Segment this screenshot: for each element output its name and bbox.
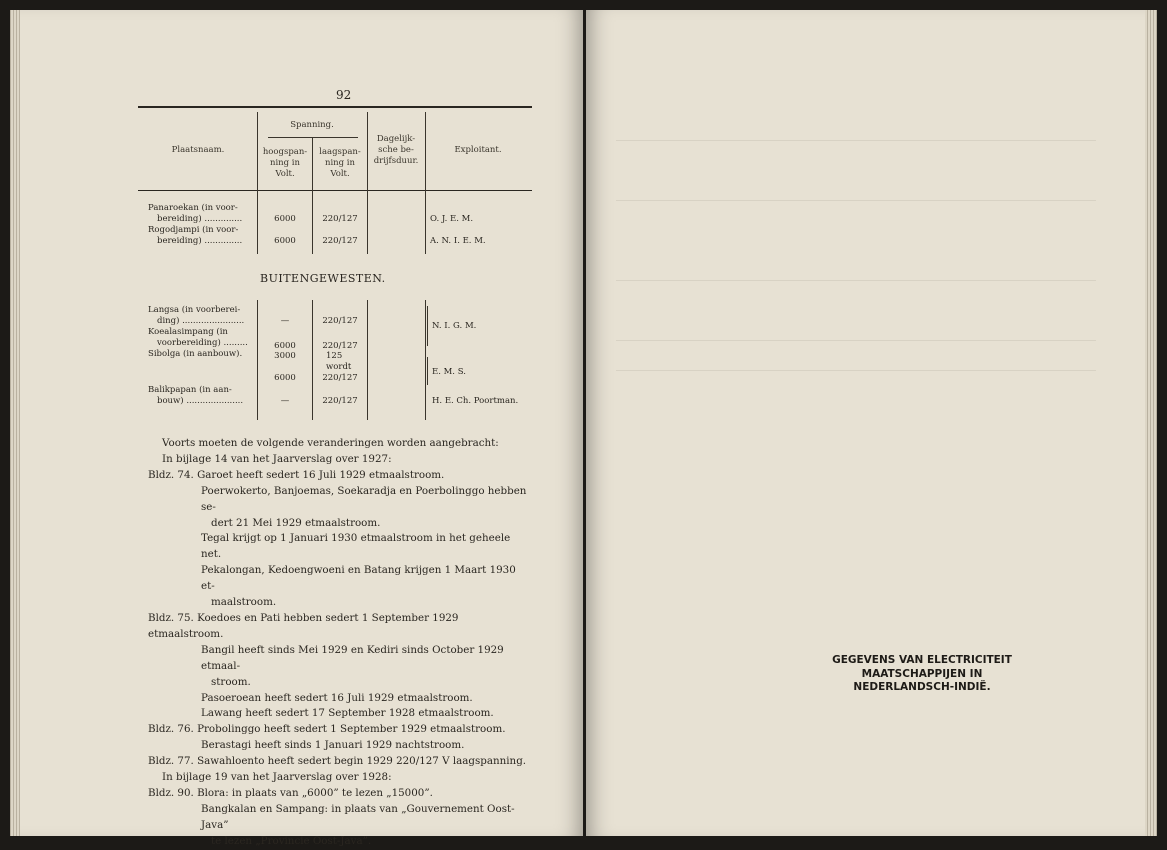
row-name: Rogodjampi (in voor- (148, 225, 239, 235)
title-line: NEDERLANDSCH-INDIË. (853, 681, 991, 693)
row-laagspanning: 125 (326, 351, 343, 361)
row-name: bereiding) .............. (157, 214, 243, 224)
paragraph: Poerwokerto, Banjoemas, Soekaradja en Poerbolinggo hebben se- (201, 484, 527, 513)
col-divider (367, 300, 368, 420)
row-laagspanning: 220/127 (322, 373, 358, 383)
corrections-text (148, 436, 530, 850)
section-title-page (812, 654, 1032, 695)
bracket-line (427, 357, 428, 385)
paragraph: dert 21 Mei 1929 etmaalstroom. (211, 516, 381, 529)
bleed-through (616, 280, 1096, 281)
header-dag-line2: sche be- (378, 145, 414, 155)
paragraph: Bangil heeft sinds Mei 1929 en Kediri sinds October 1929 etmaal- (201, 643, 504, 672)
table-top-rule (138, 106, 532, 108)
bleed-through (616, 140, 1096, 141)
header-laag-line2: ning in (324, 158, 355, 168)
paragraph: Pekalongan, Kedoengwoeni en Batang krijgen 1 Maart 1930 et- (201, 564, 516, 593)
row-name: voorbereiding) ......... (157, 338, 248, 348)
row-hoogspanning: 6000 (274, 373, 296, 383)
paragraph: stroom. (211, 675, 251, 688)
row-laagspanning: 220/127 (322, 214, 358, 224)
row-name: Sibolga (in aanbouw). (148, 349, 243, 359)
bleed-through (616, 200, 1096, 201)
paragraph: Bldz. 90. Blora: in plaats van „6000” te lezen „15000”. (148, 786, 433, 799)
paragraph: Pasoeroean heeft sedert 16 Juli 1929 etmaalstroom. (201, 691, 473, 704)
row-laagspanning-note: wordt (326, 362, 352, 372)
paragraph: In bijlage 19 van het Jaarverslag over 1928: (162, 771, 392, 784)
page-number: 92 (336, 88, 352, 102)
paragraph: In bijlage 14 van het Jaarverslag over 1927: (162, 452, 392, 465)
header-dagelijksche (368, 134, 424, 167)
row-name: bouw) ..................... (157, 396, 244, 406)
right-page (586, 10, 1157, 836)
section-title: BUITENGEWESTEN. (260, 272, 386, 285)
title-line: MAATSCHAPPIJEN IN (861, 667, 983, 680)
header-laagspanning (313, 147, 367, 180)
header-plaatsnaam: Plaatsnaam. (171, 145, 225, 155)
row-laagspanning: 220/127 (322, 236, 358, 246)
row-exploitant: A. N. I. E. M. (430, 236, 486, 246)
paragraph: Voorts moeten de volgende veranderingen worden aangebracht: (162, 437, 499, 449)
paragraph: Bldz. 76. Probolinggo heeft sedert 1 September 1929 etmaalstroom. (148, 723, 506, 736)
col-divider (425, 300, 426, 420)
paragraph: Bldz. 74. Garoet heeft sedert 16 Juli 1929 etmaalstroom. (148, 468, 445, 481)
header-dag-line1: Dagelijk- (376, 134, 416, 144)
header-hoog-line1: hoogspan- (262, 147, 308, 157)
row-name: bereiding) .............. (157, 236, 243, 246)
paragraph: Bldz. 75. Koedoes en Pati hebben sedert 1 September 1929 etmaalstroom. (148, 611, 459, 640)
row-hoogspanning: — (280, 316, 290, 326)
row-laagspanning: 220/127 (322, 396, 358, 406)
row-exploitant: N. I. G. M. (432, 321, 477, 331)
bleed-through (616, 370, 1096, 371)
row-hoogspanning: 6000 (274, 236, 296, 246)
row-name: Balikpapan (in aan- (148, 385, 232, 395)
row-laagspanning: 220/127 (322, 316, 358, 326)
row-exploitant: H. E. Ch. Poortman. (432, 396, 519, 406)
header-spanning-rule (268, 137, 358, 138)
paragraph: Berastagi heeft sinds 1 Januari 1929 nachtstroom. (201, 739, 465, 752)
paragraph: Bangkalan en Sampang: in plaats van „Gouvernement Oost-Java” (201, 802, 515, 831)
col-divider (425, 112, 426, 254)
header-spanning: Spanning. (290, 120, 334, 130)
col-divider (257, 112, 258, 254)
header-hoogspanning (258, 147, 312, 180)
bleed-through (616, 340, 1096, 341)
row-name: ding) ....................... (157, 316, 245, 326)
row-exploitant: E. M. S. (432, 367, 466, 377)
row-exploitant: O. J. E. M. (430, 214, 474, 224)
header-laag-line1: laagspan- (319, 147, 361, 157)
header-hoog-line3: Volt. (275, 169, 295, 179)
table-header-rule (138, 190, 532, 191)
header-laag-line3: Volt. (330, 169, 350, 179)
row-hoogspanning: 6000 (274, 341, 296, 351)
paragraph: Bldz. 77. Sawahloento heeft sedert begin 1929 220/127 V laagspanning. (148, 755, 527, 768)
paragraph: Lawang heeft sedert 17 September 1928 etmaalstroom. (201, 707, 494, 720)
paragraph: maalstroom. (211, 596, 277, 609)
row-hoogspanning: — (280, 396, 290, 406)
title-line: GEGEVENS VAN ELECTRICITEIT (832, 654, 1012, 666)
paragraph: Tegal krijgt op 1 Januari 1930 etmaalstroom in het geheele net. (201, 532, 511, 561)
header-dag-line3: drijfsduur. (373, 156, 419, 166)
row-hoogspanning: 6000 (274, 214, 296, 224)
row-laagspanning: 220/127 (322, 341, 358, 351)
header-hoog-line2: ning in (269, 158, 300, 168)
row-name: Langsa (in voorberei- (148, 305, 241, 315)
row-name: Koealasimpang (in (148, 327, 228, 337)
header-exploitant: Exploitant. (454, 145, 502, 155)
paragraph: te lezen „Provincie Oost-Java”. (211, 834, 372, 847)
row-hoogspanning: 3000 (274, 351, 296, 361)
col-divider (367, 112, 368, 254)
row-name: Panaroekan (in voor- (148, 203, 238, 213)
bracket-line (427, 306, 428, 346)
